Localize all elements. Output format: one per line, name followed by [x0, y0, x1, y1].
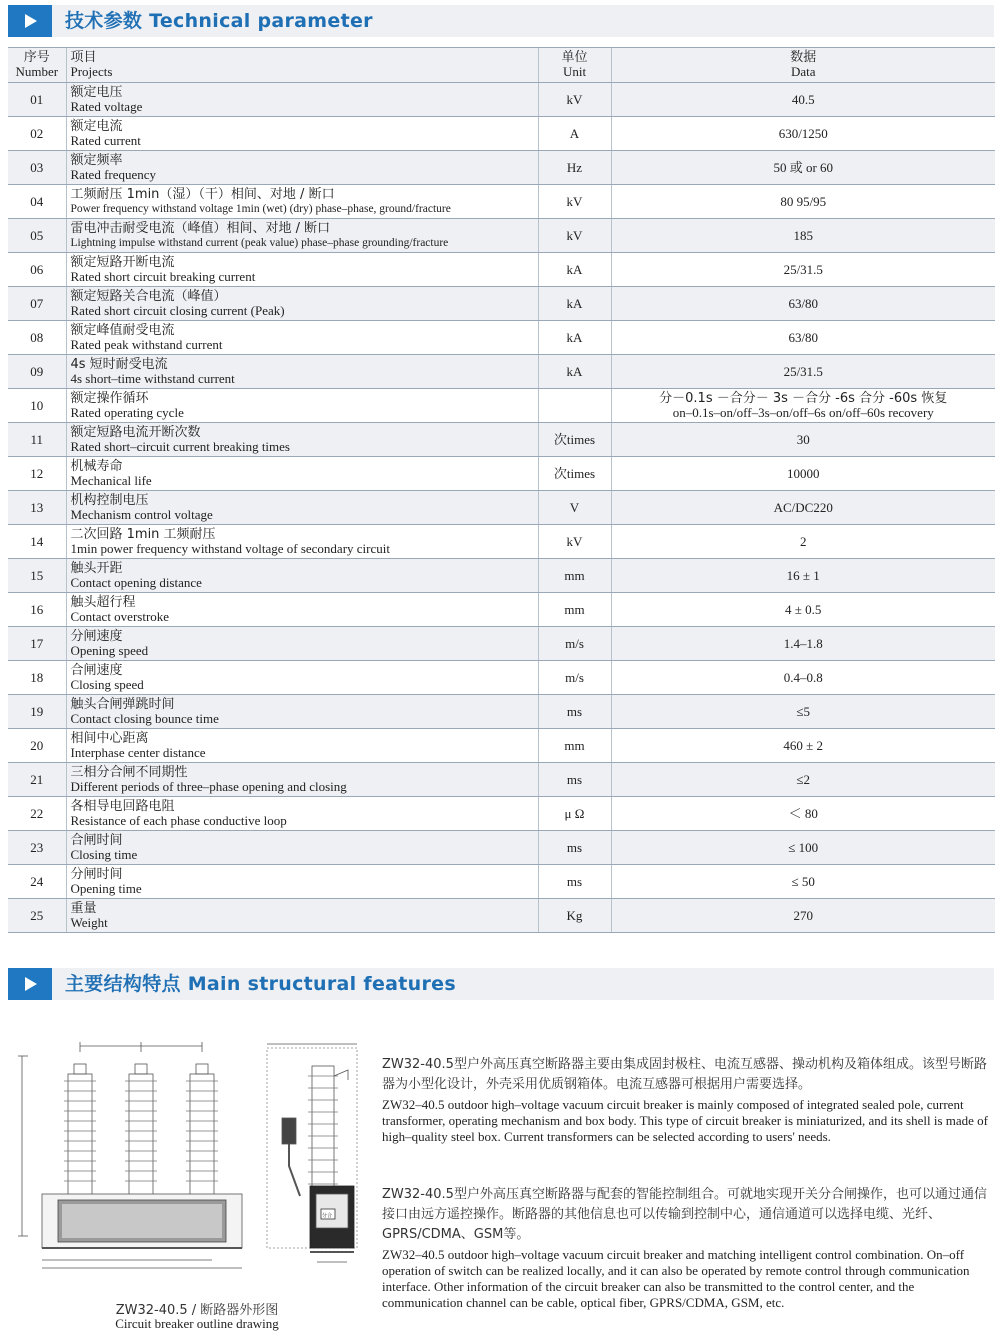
row-data-cell — [611, 661, 995, 695]
row-unit: ms — [538, 831, 611, 865]
row-number: 09 — [8, 355, 66, 389]
row-project-zh: 合闸时间 — [70, 832, 123, 848]
row-project-en: Resistance of each phase conductive loop — [70, 812, 287, 828]
row-project-en: 1min power frequency withstand voltage of secondary circuit — [70, 540, 390, 556]
table-row — [8, 831, 995, 865]
row-data: 25/31.5 — [783, 363, 823, 379]
technical-parameter-table — [8, 47, 995, 933]
row-project — [66, 117, 538, 151]
row-unit: μ Ω — [538, 797, 611, 831]
row-unit: mm — [538, 559, 611, 593]
row-project-en: Opening speed — [70, 642, 149, 658]
row-project-zh: 分闸速度 — [70, 628, 123, 644]
row-number: 25 — [8, 899, 66, 933]
row-project-zh: 工频耐压 1min（湿）（干）相间、对地 / 断口 — [70, 186, 335, 202]
row-project — [66, 219, 538, 253]
row-project-zh: 机械寿命 — [70, 458, 123, 474]
row-data: 10000 — [787, 465, 820, 481]
play-icon — [8, 5, 52, 37]
row-data-cell — [611, 695, 995, 729]
header-number: 序号 Number — [8, 48, 66, 83]
drawing-caption-zh: ZW32-40.5 / 断路器外形图 — [115, 1303, 279, 1318]
row-project — [66, 831, 538, 865]
table-row — [8, 355, 995, 389]
row-data: ≤2 — [796, 771, 811, 787]
row-data: 63/80 — [788, 295, 819, 311]
row-project-en: 4s short–time withstand current — [70, 370, 235, 386]
description-block-2 — [382, 1185, 998, 1311]
row-project-zh: 各相导电回路电阻 — [70, 798, 175, 814]
table-row — [8, 83, 995, 117]
table-row — [8, 287, 995, 321]
row-project-en: Lightning impulse withstand current (peak value) phase–phase grounding/fracture — [70, 236, 449, 249]
row-number: 16 — [8, 593, 66, 627]
row-data: 25/31.5 — [783, 261, 823, 277]
row-data-cell — [611, 797, 995, 831]
row-project — [66, 593, 538, 627]
row-project-en: Rated voltage — [70, 98, 143, 114]
description-2-zh: ZW32-40.5型户外高压真空断路器与配套的智能控制组合。可就地实现开关分合闸操作，也可以通过通信接口由远方遥控操作。断路器的其他信息也可以传输到控制中心，通信通道可以选择电缆、光纤、GPRS/CDMA、GSM等。 — [382, 1187, 987, 1242]
row-number: 10 — [8, 389, 66, 423]
table-row — [8, 695, 995, 729]
row-project-zh: 重量 — [70, 900, 97, 916]
row-number: 14 — [8, 525, 66, 559]
row-unit: Kg — [538, 899, 611, 933]
row-data-en: on–0.1s–on/off–3s–on/off–6s on/off–60s recovery — [672, 404, 934, 420]
table-row — [8, 525, 995, 559]
row-data: 40.5 — [791, 91, 815, 107]
row-data-cell — [611, 525, 995, 559]
row-project-en: Rated short–circuit current breaking times — [70, 438, 290, 454]
description-2-en: ZW32–40.5 outdoor high–voltage vacuum circuit breaker and matching intelligent control combination. On–off operation of switch can be realized locally, and it can also be operated by remote control through communication interface. Other information of the circuit breaker can also be transmitted to the control center, and the communication channel can be cable, optical fiber, GPRS/CDMA, GSM, etc. — [382, 1247, 970, 1310]
row-data-cell — [611, 763, 995, 797]
row-data: 270 — [793, 907, 813, 923]
row-project-en: Contact overstroke — [70, 608, 170, 624]
row-data-cell — [611, 627, 995, 661]
table-row — [8, 763, 995, 797]
table-row — [8, 559, 995, 593]
row-project — [66, 491, 538, 525]
table-row — [8, 593, 995, 627]
table-row — [8, 321, 995, 355]
row-project — [66, 559, 538, 593]
row-project-en: Rated frequency — [70, 166, 157, 182]
row-project-en: Contact closing bounce time — [70, 710, 219, 726]
row-project-zh: 二次回路 1min 工频耐压 — [70, 526, 216, 542]
row-unit: A — [538, 117, 611, 151]
table-row — [8, 661, 995, 695]
row-project-en: Rated short circuit breaking current — [70, 268, 256, 284]
row-number: 22 — [8, 797, 66, 831]
row-project — [66, 287, 538, 321]
header-unit: 单位 Unit — [538, 48, 611, 83]
row-project-zh: 分闸时间 — [70, 866, 123, 882]
row-project-zh: 额定频率 — [70, 152, 123, 168]
row-project — [66, 457, 538, 491]
row-project-en: Opening time — [70, 880, 142, 896]
row-unit: Hz — [538, 151, 611, 185]
row-data: 16 ± 1 — [786, 567, 820, 583]
row-unit: kA — [538, 253, 611, 287]
row-project — [66, 151, 538, 185]
row-project-en: Mechanical life — [70, 472, 152, 488]
row-data-cell — [611, 185, 995, 219]
row-data-cell — [611, 593, 995, 627]
table-row — [8, 185, 995, 219]
row-data-cell — [611, 729, 995, 763]
row-data: 460 ± 2 — [783, 737, 824, 753]
table-row — [8, 627, 995, 661]
row-project-zh: 额定短路开断电流 — [70, 254, 175, 270]
row-unit — [538, 389, 611, 423]
table-row — [8, 423, 995, 457]
row-project — [66, 627, 538, 661]
row-number: 13 — [8, 491, 66, 525]
row-unit: m/s — [538, 627, 611, 661]
row-data-cell — [611, 423, 995, 457]
row-project-en: Closing speed — [70, 676, 144, 692]
row-project-zh: 4s 短时耐受电流 — [70, 356, 168, 372]
row-data: 0.4–0.8 — [783, 669, 823, 685]
row-data-cell — [611, 491, 995, 525]
row-number: 01 — [8, 83, 66, 117]
row-data-cell — [611, 559, 995, 593]
table-row — [8, 457, 995, 491]
row-project-zh: 额定短路电流开断次数 — [70, 424, 201, 440]
drawing-caption-en: Circuit breaker outline drawing — [115, 1316, 279, 1331]
row-data-cell — [611, 253, 995, 287]
header-projects: 项目 Projects — [66, 48, 538, 83]
header-data: 数据 Data — [611, 48, 995, 83]
row-number: 07 — [8, 287, 66, 321]
row-project-en: Interphase center distance — [70, 744, 206, 760]
table-row — [8, 491, 995, 525]
row-number: 20 — [8, 729, 66, 763]
row-data: ≤5 — [796, 703, 811, 719]
table-header-row — [8, 48, 995, 83]
table-row — [8, 899, 995, 933]
table-row — [8, 117, 995, 151]
row-number: 19 — [8, 695, 66, 729]
description-block-1 — [382, 1055, 998, 1145]
row-number: 06 — [8, 253, 66, 287]
row-unit: mm — [538, 593, 611, 627]
row-project-zh: 触头超行程 — [70, 594, 136, 610]
row-number: 11 — [8, 423, 66, 457]
row-number: 12 — [8, 457, 66, 491]
row-project-en: Different periods of three–phase opening and closing — [70, 778, 347, 794]
row-project-zh: 三相分合闸不同期性 — [70, 764, 188, 780]
row-project-zh: 雷电冲击耐受电流（峰值）相间、对地 / 断口 — [70, 220, 331, 236]
row-project — [66, 763, 538, 797]
row-unit: kV — [538, 185, 611, 219]
table-row — [8, 219, 995, 253]
row-project-en: Rated current — [70, 132, 141, 148]
row-data: ≤ 100 — [788, 839, 819, 855]
row-unit: ms — [538, 865, 611, 899]
table-row — [8, 797, 995, 831]
row-project-zh: 额定电压 — [70, 84, 123, 100]
row-project-en: Rated operating cycle — [70, 404, 184, 420]
description-1-en: ZW32–40.5 outdoor high–voltage vacuum circuit breaker is mainly composed of integrated sealed pole, current transformer, operating mechanism and box body. This type of circuit breaker is miniaturized, and its shell is made of high–quality steel box. Current transformers can be selected according to users' needs. — [382, 1097, 988, 1144]
row-project — [66, 797, 538, 831]
row-unit: kV — [538, 525, 611, 559]
row-data-cell — [611, 151, 995, 185]
row-data: 4 ± 0.5 — [785, 601, 822, 617]
row-number: 15 — [8, 559, 66, 593]
row-number: 04 — [8, 185, 66, 219]
row-project — [66, 253, 538, 287]
row-data: 分－0.1s －合分－ 3s －合分 -6s 合分 -60s 恢复 — [659, 390, 948, 406]
row-data-cell — [611, 83, 995, 117]
row-data: 63/80 — [788, 329, 819, 345]
row-unit: 次times — [538, 423, 611, 457]
table-row — [8, 729, 995, 763]
row-data: 50 或 or 60 — [773, 159, 834, 175]
row-unit: kA — [538, 355, 611, 389]
row-unit: kV — [538, 83, 611, 117]
table-row — [8, 389, 995, 423]
row-project-zh: 额定电流 — [70, 118, 123, 134]
row-unit: V — [538, 491, 611, 525]
row-project-en: Closing time — [70, 846, 138, 862]
section-header-structural — [8, 968, 994, 1000]
row-project — [66, 389, 538, 423]
row-data-cell — [611, 389, 995, 423]
row-project-zh: 额定短路关合电流（峰值） — [70, 288, 227, 304]
section-title-structural: 主要结构特点 Main structural features — [65, 973, 456, 995]
play-icon — [8, 968, 52, 1000]
row-project-zh: 额定峰值耐受电流 — [70, 322, 175, 338]
row-project — [66, 695, 538, 729]
row-unit: m/s — [538, 661, 611, 695]
section-header-technical — [8, 5, 994, 37]
row-data: 2 — [800, 533, 807, 549]
drawing-panel-label: 分合 — [322, 1213, 333, 1219]
row-data: ＜ 80 — [788, 805, 818, 821]
row-project-en: Weight — [70, 914, 108, 930]
row-project-en: Power frequency withstand voltage 1min (wet) (dry) phase–phase, ground/fracture — [70, 202, 451, 215]
row-number: 24 — [8, 865, 66, 899]
row-project — [66, 729, 538, 763]
row-number: 08 — [8, 321, 66, 355]
row-data-cell — [611, 117, 995, 151]
row-project — [66, 865, 538, 899]
row-project-zh: 机构控制电压 — [70, 492, 149, 508]
row-project — [66, 899, 538, 933]
row-project-en: Contact opening distance — [70, 574, 202, 590]
circuit-breaker-outline-drawing — [12, 1036, 372, 1276]
row-data-cell — [611, 219, 995, 253]
row-project-zh: 合闸速度 — [70, 662, 123, 678]
row-data-cell — [611, 287, 995, 321]
row-project — [66, 355, 538, 389]
row-project — [66, 525, 538, 559]
row-number: 05 — [8, 219, 66, 253]
row-project-en: Rated peak withstand current — [70, 336, 223, 352]
row-data: AC/DC220 — [773, 499, 833, 515]
row-project-zh: 触头开距 — [70, 560, 123, 576]
row-number: 02 — [8, 117, 66, 151]
row-project-zh: 额定操作循环 — [70, 390, 149, 406]
row-project — [66, 321, 538, 355]
table-row — [8, 865, 995, 899]
row-data-cell — [611, 831, 995, 865]
row-project-en: Mechanism control voltage — [70, 506, 213, 522]
row-data: 1.4–1.8 — [783, 635, 823, 651]
row-project-zh: 相间中心距离 — [70, 730, 149, 746]
row-project-en: Rated short circuit closing current (Peak) — [70, 302, 285, 318]
description-1-zh: ZW32-40.5型户外高压真空断路器主要由集成固封极柱、电流互感器、操动机构及箱体组成。该型号断路器为小型化设计，外壳采用优质钢箱体。电流互感器可根据用户需要选择。 — [382, 1057, 987, 1092]
row-project — [66, 423, 538, 457]
row-project — [66, 661, 538, 695]
row-data: 30 — [796, 431, 810, 447]
row-number: 23 — [8, 831, 66, 865]
row-unit: kV — [538, 219, 611, 253]
row-number: 21 — [8, 763, 66, 797]
row-project-zh: 触头合闸弹跳时间 — [70, 696, 175, 712]
row-data: 630/1250 — [778, 125, 828, 141]
row-project — [66, 185, 538, 219]
row-data-cell — [611, 899, 995, 933]
section-title-technical: 技术参数 Technical parameter — [65, 10, 373, 32]
row-project — [66, 83, 538, 117]
table-row — [8, 253, 995, 287]
row-unit: kA — [538, 287, 611, 321]
row-data: 80 95/95 — [780, 193, 827, 209]
row-data-cell — [611, 355, 995, 389]
row-unit: ms — [538, 695, 611, 729]
row-data-cell — [611, 321, 995, 355]
row-number: 03 — [8, 151, 66, 185]
row-data: ≤ 50 — [791, 873, 815, 889]
table-row — [8, 151, 995, 185]
row-unit: kA — [538, 321, 611, 355]
row-unit: 次times — [538, 457, 611, 491]
row-data: 185 — [793, 227, 813, 243]
row-unit: mm — [538, 729, 611, 763]
row-unit: ms — [538, 763, 611, 797]
row-number: 18 — [8, 661, 66, 695]
row-number: 17 — [8, 627, 66, 661]
row-data-cell — [611, 865, 995, 899]
row-data-cell — [611, 457, 995, 491]
